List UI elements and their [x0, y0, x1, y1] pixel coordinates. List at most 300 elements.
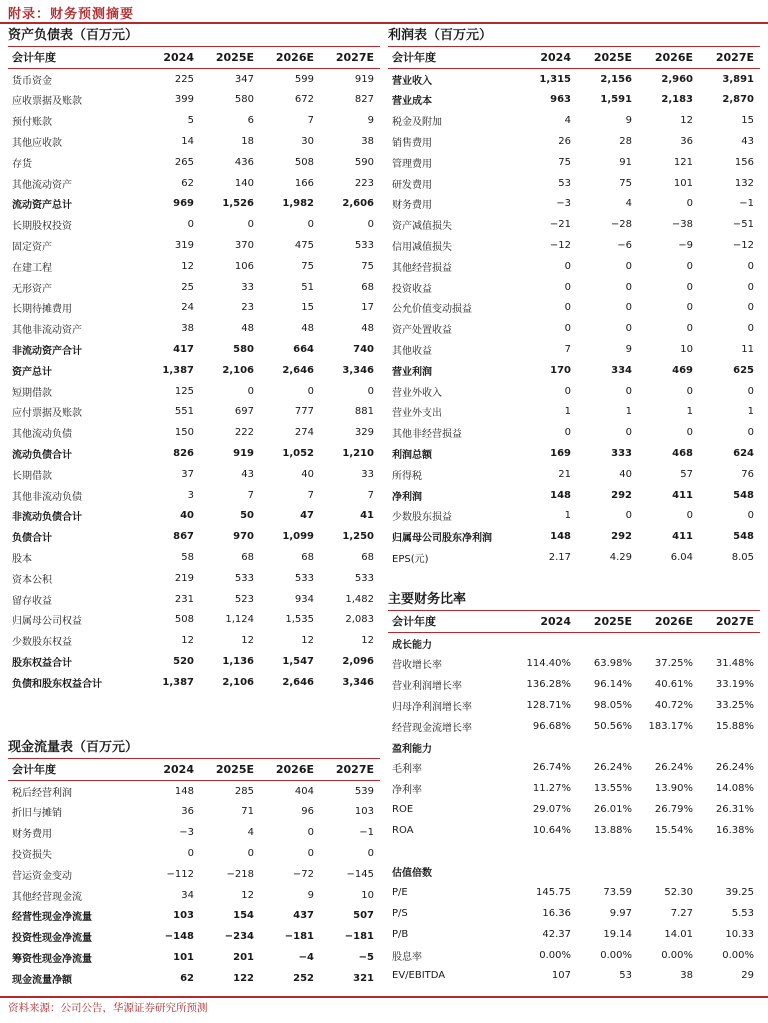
value-cell: 25 — [181, 281, 194, 293]
table-row — [388, 485, 760, 506]
value-cell: 10.33 — [725, 928, 754, 940]
table-row — [388, 716, 760, 737]
value-cell: 5 — [187, 115, 194, 127]
value-cell: 114.40% — [526, 658, 571, 670]
value-cell: 75 — [619, 177, 632, 189]
table-row — [8, 947, 380, 968]
cashflow-title: 现金流量表（百万元） — [8, 740, 139, 755]
header-label-cell: 会计年度 — [392, 51, 436, 65]
source-note: 资料来源：公司公告，华源证券研究所预测 — [8, 1002, 208, 1014]
table-row — [388, 758, 760, 779]
value-cell: 1,526 — [222, 198, 254, 210]
header-year-cell: 2025E — [215, 762, 254, 776]
value-cell: 0 — [686, 260, 693, 272]
row-label: 估值倍数 — [392, 868, 432, 880]
table-row — [8, 885, 380, 906]
value-cell: 148 — [174, 785, 194, 797]
value-cell: 75 — [301, 260, 314, 272]
table-row — [388, 966, 760, 987]
value-cell: 24 — [181, 302, 194, 314]
value-cell: 533 — [234, 572, 254, 584]
value-cell — [638, 841, 699, 862]
row-label: 资本公积 — [12, 574, 52, 586]
value-cell: 225 — [174, 73, 194, 85]
value-cell: 0 — [564, 302, 571, 314]
value-cell: 672 — [294, 94, 314, 106]
value-cell: 333 — [611, 448, 632, 460]
row-label: 成长能力 — [392, 639, 432, 651]
row-label: 净利润 — [392, 491, 422, 503]
value-cell: 411 — [672, 489, 693, 501]
value-cell: 26.24% — [715, 762, 754, 774]
header-year-cell: 2024 — [163, 762, 194, 776]
value-cell: 580 — [234, 94, 254, 106]
value-cell: 29 — [741, 970, 754, 982]
value-cell — [699, 841, 760, 862]
value-cell: 169 — [550, 448, 571, 460]
header-label-cell: 会计年度 — [12, 51, 56, 65]
header-year-cell: 2027E — [335, 762, 374, 776]
value-cell: 0 — [625, 385, 632, 397]
row-label: 管理费用 — [392, 158, 432, 170]
row-label: 其他收益 — [392, 346, 432, 358]
value-cell: −218 — [226, 868, 254, 880]
value-cell: 0 — [564, 385, 571, 397]
table-header-row — [8, 47, 380, 69]
table-row — [8, 822, 380, 843]
table-row — [388, 402, 760, 423]
value-cell: 101 — [673, 177, 693, 189]
value-cell: 18 — [241, 136, 254, 148]
value-cell: 50 — [240, 510, 254, 522]
value-cell: 15.54% — [654, 824, 693, 836]
value-cell: −72 — [292, 868, 314, 880]
table-row — [388, 131, 760, 152]
value-cell: 30 — [301, 136, 314, 148]
value-cell: 2,960 — [661, 73, 693, 85]
value-cell: 231 — [174, 593, 194, 605]
value-cell: −9 — [678, 240, 693, 252]
row-label: 营业外收入 — [392, 387, 442, 399]
row-label: 营业利润增长率 — [392, 681, 462, 693]
value-cell: −181 — [284, 931, 314, 943]
header-label-cell: 会计年度 — [12, 763, 56, 777]
value-cell: 1,136 — [222, 656, 254, 667]
value-cell: 1,250 — [342, 531, 374, 543]
value-cell: 580 — [233, 344, 254, 356]
table-row — [388, 841, 760, 862]
value-cell: 148 — [550, 531, 571, 543]
value-cell: 40 — [301, 468, 314, 480]
value-cell: 0 — [307, 827, 314, 839]
value-cell: 347 — [234, 73, 254, 85]
value-cell: 508 — [174, 614, 194, 626]
value-cell: 404 — [294, 785, 314, 797]
table-row — [8, 526, 380, 547]
value-cell: −234 — [224, 931, 254, 943]
row-label: 财务费用 — [12, 829, 52, 841]
value-cell: 548 — [733, 489, 754, 501]
table-row — [388, 152, 760, 173]
value-cell: 40 — [619, 468, 632, 480]
row-label: 其他应收款 — [12, 138, 62, 150]
value-cell: 29.07% — [532, 804, 571, 816]
value-cell: 1,052 — [282, 448, 314, 460]
table-row — [8, 926, 380, 947]
value-cell: 0 — [686, 198, 693, 210]
row-label: 少数股东权益 — [12, 637, 72, 649]
value-cell: 128.71% — [526, 700, 571, 712]
row-label: 应收票据及账款 — [12, 96, 82, 108]
value-cell: 319 — [174, 240, 194, 252]
value-cell: 0 — [625, 510, 632, 522]
table-row — [8, 339, 380, 360]
row-label: 财务费用 — [392, 200, 432, 212]
value-cell — [638, 632, 699, 653]
value-cell: 148 — [550, 489, 571, 501]
header-year-cell: 2027E — [335, 50, 374, 64]
value-cell: −5 — [358, 952, 374, 964]
value-cell: 68 — [361, 552, 374, 564]
row-label: 无形资产 — [12, 283, 52, 295]
row-label — [388, 841, 516, 862]
value-cell: 26.01% — [593, 804, 632, 816]
value-cell — [699, 632, 760, 653]
value-cell: 121 — [673, 156, 693, 168]
top-rule — [0, 22, 768, 24]
table-row — [388, 194, 760, 215]
row-label: 留存收益 — [12, 595, 52, 607]
value-cell: 0 — [247, 385, 254, 397]
value-cell: 107 — [551, 970, 571, 982]
value-cell: 285 — [234, 785, 254, 797]
row-label: EPS(元) — [392, 554, 429, 566]
value-cell: 10.64% — [532, 824, 571, 836]
value-cell: 40 — [180, 510, 194, 522]
table-row — [388, 778, 760, 799]
value-cell: 15.88% — [715, 720, 754, 732]
value-cell: −6 — [617, 240, 632, 252]
value-cell: 2,083 — [345, 614, 374, 626]
value-cell: 334 — [611, 364, 632, 376]
row-label: 预付账款 — [12, 117, 52, 129]
value-cell: 170 — [550, 364, 571, 376]
value-cell: 103 — [354, 806, 374, 818]
value-cell: 26.79% — [654, 804, 693, 816]
value-cell: 14.08% — [715, 783, 754, 795]
value-cell: 154 — [233, 910, 254, 922]
row-label: 税后经营利润 — [12, 787, 72, 799]
value-cell: 934 — [294, 593, 314, 605]
value-cell: 0 — [747, 427, 754, 439]
value-cell: 36 — [680, 136, 693, 148]
value-cell: 0 — [625, 323, 632, 335]
value-cell — [699, 862, 760, 883]
table-row — [388, 924, 760, 945]
row-label: ROE — [392, 804, 414, 816]
header-year-cell: 2025E — [593, 50, 632, 64]
value-cell: 13.55% — [593, 783, 632, 795]
value-cell: 58 — [181, 552, 194, 564]
header-year-cell: 2026E — [654, 614, 693, 628]
value-cell: 0 — [564, 323, 571, 335]
table-row — [8, 131, 380, 152]
value-cell: 625 — [733, 364, 754, 376]
value-cell: 4 — [625, 198, 632, 210]
table-row — [8, 589, 380, 610]
row-label: P/S — [392, 908, 408, 920]
value-cell: −51 — [732, 219, 754, 231]
value-cell: 0 — [747, 385, 754, 397]
value-cell: 57 — [680, 468, 693, 480]
value-cell: 6 — [247, 115, 254, 127]
value-cell: 0.00% — [722, 949, 754, 961]
value-cell: 0 — [367, 219, 374, 231]
income-statement-section — [388, 26, 760, 568]
table-row — [388, 903, 760, 924]
value-cell: −112 — [166, 868, 194, 880]
table-row — [8, 464, 380, 485]
value-cell: 40.72% — [654, 700, 693, 712]
table-row — [388, 422, 760, 443]
value-cell: 9 — [625, 115, 632, 127]
table-row — [8, 968, 380, 989]
table-row — [388, 799, 760, 820]
row-label: 资产总计 — [12, 366, 52, 378]
value-cell: 9 — [307, 889, 314, 901]
value-cell: 34 — [181, 889, 194, 901]
value-cell: 12 — [241, 635, 254, 647]
value-cell: 1 — [625, 406, 632, 418]
value-cell: 468 — [672, 448, 693, 460]
table-row — [8, 422, 380, 443]
row-label: 营业成本 — [392, 96, 432, 108]
table-row — [8, 277, 380, 298]
table-row — [388, 277, 760, 298]
row-label: 长期借款 — [12, 470, 52, 482]
value-cell: 0 — [367, 848, 374, 860]
table-row — [8, 235, 380, 256]
value-cell: 0 — [686, 385, 693, 397]
row-label: 信用减值损失 — [392, 242, 452, 254]
value-cell: 370 — [234, 240, 254, 252]
row-label: 营运资金变动 — [12, 870, 72, 882]
value-cell: 3,346 — [342, 364, 374, 376]
row-label: 归属母公司权益 — [12, 616, 82, 628]
value-cell: 150 — [174, 427, 194, 439]
value-cell: 63.98% — [593, 658, 632, 670]
header-year-cell: 2026E — [275, 50, 314, 64]
value-cell: 508 — [294, 156, 314, 168]
table-row — [388, 882, 760, 903]
value-cell — [638, 737, 699, 758]
value-cell: 2,183 — [661, 94, 693, 106]
row-label: 所得税 — [392, 470, 422, 482]
table-row — [388, 381, 760, 402]
ratios-title: 主要财务比率 — [388, 592, 467, 607]
value-cell: 0.00% — [600, 949, 632, 961]
value-cell: 14 — [181, 136, 194, 148]
value-cell — [577, 862, 638, 883]
table-row — [388, 110, 760, 131]
value-cell: 12 — [680, 115, 693, 127]
value-cell: 12 — [181, 635, 194, 647]
value-cell: 1 — [564, 406, 571, 418]
value-cell: 624 — [733, 448, 754, 460]
value-cell: 9 — [625, 344, 632, 356]
value-cell: 36 — [181, 806, 194, 818]
value-cell: 52.30 — [664, 887, 693, 899]
value-cell: 17 — [361, 302, 374, 314]
row-label: 货币资金 — [12, 75, 52, 87]
value-cell: −1 — [739, 198, 754, 210]
value-cell: 969 — [173, 198, 194, 210]
value-cell: 12 — [181, 260, 194, 272]
value-cell: 125 — [174, 385, 194, 397]
value-cell: 53 — [558, 177, 571, 189]
value-cell: 26.74% — [532, 762, 571, 774]
row-label: 短期借款 — [12, 387, 52, 399]
row-label: 盈利能力 — [392, 743, 432, 755]
row-label: 现金流量净额 — [12, 974, 72, 986]
value-cell: 222 — [234, 427, 254, 439]
value-cell: 26.24% — [593, 762, 632, 774]
value-cell: 2,156 — [600, 73, 632, 85]
value-cell: 0 — [247, 848, 254, 860]
value-cell: 98.05% — [593, 700, 632, 712]
table-row — [8, 68, 380, 89]
balance-sheet-table — [8, 46, 380, 693]
row-label: 营业利润 — [392, 366, 432, 378]
value-cell — [699, 737, 760, 758]
value-cell: 4.29 — [609, 552, 632, 564]
value-cell: 21 — [558, 468, 571, 480]
table-row — [8, 864, 380, 885]
value-cell: 533 — [294, 572, 314, 584]
value-cell: 1,387 — [162, 676, 194, 688]
value-cell: 14.01 — [664, 928, 693, 940]
value-cell: 274 — [294, 427, 314, 439]
row-label: 其他非经营损益 — [392, 429, 462, 441]
value-cell: 0 — [564, 260, 571, 272]
value-cell: 38 — [680, 970, 693, 982]
row-label: 股东权益合计 — [12, 658, 72, 669]
row-label: 其他经营现金流 — [12, 891, 82, 903]
table-row — [8, 780, 380, 801]
value-cell: 4 — [564, 115, 571, 127]
table-row — [8, 173, 380, 194]
table-row — [8, 630, 380, 651]
income-statement-title: 利润表（百万元） — [388, 28, 493, 43]
income-statement-table — [388, 46, 760, 568]
table-row — [8, 485, 380, 506]
value-cell: 520 — [173, 656, 194, 667]
row-label: 长期待摊费用 — [12, 304, 72, 316]
cashflow-section — [8, 738, 380, 989]
value-cell: 96.68% — [532, 720, 571, 732]
value-cell: 436 — [234, 156, 254, 168]
value-cell — [577, 632, 638, 653]
value-cell: 7 — [247, 489, 254, 501]
value-cell: 33 — [241, 281, 254, 293]
table-row — [8, 651, 380, 672]
value-cell: 2,606 — [342, 198, 374, 210]
value-cell: 437 — [293, 910, 314, 922]
value-cell: 19.14 — [603, 928, 632, 940]
table-row — [8, 443, 380, 464]
value-cell: 0 — [187, 219, 194, 231]
value-cell: 68 — [301, 552, 314, 564]
value-cell: 0 — [686, 302, 693, 314]
value-cell: 26.31% — [715, 804, 754, 816]
value-cell: 91 — [619, 156, 632, 168]
value-cell: 136.28% — [526, 679, 571, 691]
table-row — [388, 464, 760, 485]
value-cell: 96 — [301, 806, 314, 818]
value-cell: 62 — [181, 177, 194, 189]
value-cell — [516, 862, 577, 883]
row-label: 投资性现金净流量 — [12, 933, 92, 945]
value-cell: 867 — [173, 531, 194, 543]
row-label: 在建工程 — [12, 262, 52, 274]
row-label: 其他流动负债 — [12, 429, 72, 441]
value-cell: 71 — [241, 806, 254, 818]
balance-sheet-section — [8, 26, 380, 693]
table-row — [388, 256, 760, 277]
row-label: 非流动资产合计 — [12, 346, 82, 358]
value-cell: 33 — [361, 468, 374, 480]
table-row — [388, 173, 760, 194]
value-cell: 2,646 — [282, 364, 314, 376]
table-row — [388, 235, 760, 256]
value-cell: 166 — [294, 177, 314, 189]
value-cell: 551 — [174, 406, 194, 418]
value-cell: 2,646 — [282, 676, 314, 688]
row-label: 研发费用 — [392, 179, 432, 191]
value-cell: 0 — [747, 510, 754, 522]
value-cell: −145 — [346, 868, 374, 880]
row-label: 利润总额 — [392, 450, 432, 462]
value-cell: 7 — [307, 115, 314, 127]
value-cell: 0 — [625, 302, 632, 314]
table-row — [8, 152, 380, 173]
value-cell: 48 — [241, 323, 254, 335]
value-cell: 1 — [686, 406, 693, 418]
ratios-table — [388, 610, 760, 986]
value-cell: 26.24% — [654, 762, 693, 774]
value-cell: 11.27% — [532, 783, 571, 795]
row-label: 股息率 — [392, 951, 422, 963]
value-cell: 533 — [354, 572, 374, 584]
value-cell: 970 — [233, 531, 254, 543]
value-cell: 41 — [360, 510, 374, 522]
bottom-rule — [0, 996, 768, 998]
value-cell: −148 — [164, 931, 194, 943]
value-cell: 1 — [564, 510, 571, 522]
value-cell: 156 — [734, 156, 754, 168]
table-row — [8, 194, 380, 215]
table-row — [8, 214, 380, 235]
value-cell: 62 — [180, 972, 194, 984]
value-cell: 2,096 — [342, 656, 374, 667]
value-cell: 5.53 — [731, 908, 754, 920]
value-cell: −28 — [610, 219, 632, 231]
value-cell — [516, 632, 577, 653]
value-cell: 50.56% — [593, 720, 632, 732]
value-cell: 42.37 — [542, 928, 571, 940]
row-label: ROA — [392, 824, 414, 836]
value-cell: 31.48% — [715, 658, 754, 670]
